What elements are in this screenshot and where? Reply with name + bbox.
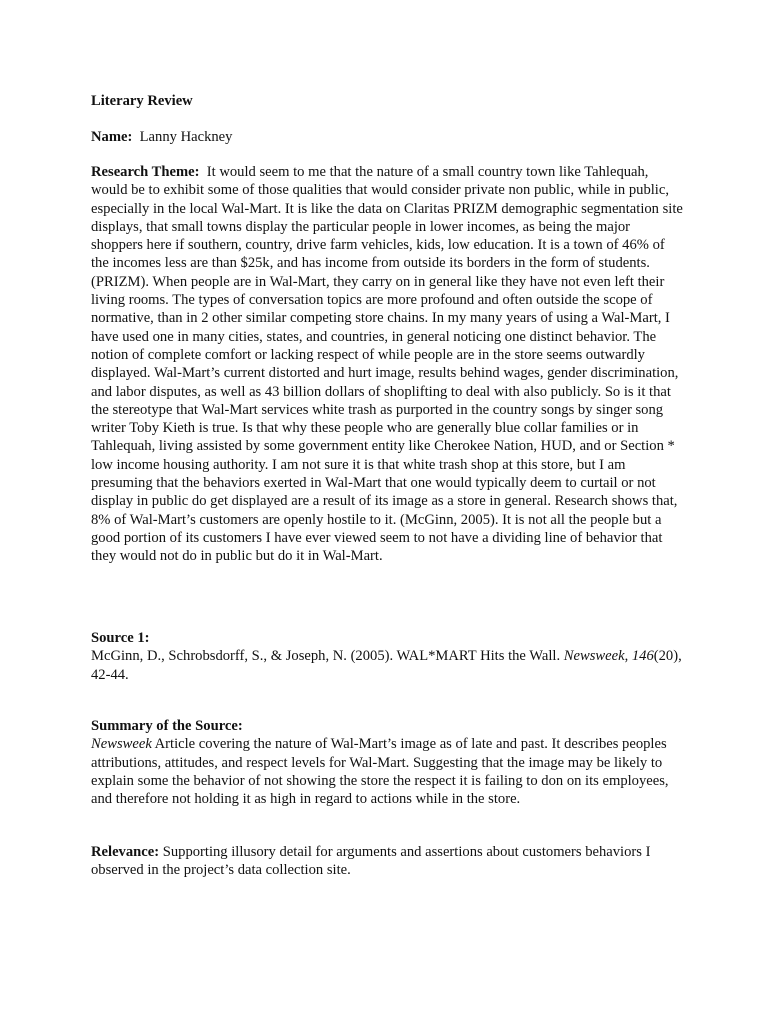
citation-volume: 146 [631,648,654,665]
author-name: Lanny Hackney [139,129,233,145]
source-1-citation [91,647,683,684]
summary-label: Summary of the Source: [91,718,243,734]
research-theme-label: Research Theme: [91,164,200,180]
citation-issue-pages: (20), 42-44. [91,648,682,683]
citation-authors-title: McGinn, D., Schrobsdorff, S., & Joseph, N. (2005). WAL*MART Hits the Wall. [91,648,564,665]
relevance-paragraph [91,843,683,880]
citation-separator: , [624,648,632,665]
summary-section [91,717,683,808]
citation-journal: Newsweek [563,648,625,665]
research-theme-paragraph [91,163,683,566]
source-1-label: Source 1: [91,630,150,646]
source-1-section [91,629,683,684]
relevance-text: Supporting illusory detail for arguments and assertions about customers behaviors I observed in the project’s data collection site. [91,844,651,879]
research-theme-text: It would seem to me that the nature of a small country town like Tahlequah, would be to exhibit some of those qualities that would consider private non public, while in public, especially in the local Wal-Mart. It is like the data on Claritas PRIZM demographic segmentation site displays, that small towns display the particular people in lower incomes, as being the major shoppers here if southern, country, drive farm vehicles, kids, low education. It is a town of 46% of the incomes less are than $25k, and has income from outside its borders in the form of students. (PRIZM). When people are in Wal-Mart, they carry on in general like they have not even left their living rooms. The types of conversation topics are more profound and often outside the scope of normative, than in 2 other similar competing store chains. In my many years of using a Wal-Mart, I have used one in many cities, states, and countries, in general noticing one distinct behavior. The notion of complete comfort or lacking respect of while people are in the store seems outwardly displayed. Wal-Mart’s current distorted and hurt image, results behind wages, gender discrimination, and labor disputes, as well as 43 billion dollars of shoplifting to deal with also publicly. So is it that the stereotype that Wal-Mart services white trash as purported in the country songs by singer song writer Toby Kieth is true. Is that why these people who are generally blue collar families or in Tahlequah, living assisted by some government entity like Cherokee Nation, HUD, and or Section * low income housing authority. I am not sure it is that white trash shop at this store, but I am presuming that the behaviors exerted in Wal-Mart that one would typically deem to curtail or not display in public do get displayed are a result of its image as a store in general. Research shows that, 8% of Wal-Mart’s customers are openly hostile to it. (McGinn, 2005). It is not all the people but a good portion of its customers I have ever viewed seem to not have a dividing line of behavior that they would not do in public but do it in Wal-Mart. [91,164,683,565]
author-line [91,128,683,146]
name-label: Name: [91,129,133,145]
summary-text: Article covering the nature of Wal-Mart’s image as of late and past. It describes peoples attributions, attitudes, and respect levels for Wal-Mart. Suggesting that the image may be likely to explain some the behavior of not showing the store the respect it is failing to don on its employees, and therefore not holding it as high in regard to actions while in the store. [91,736,669,808]
summary-text-block [91,735,683,808]
summary-journal: Newsweek [91,736,152,753]
relevance-label: Relevance: [91,844,160,860]
document-title: Literary Review [91,93,193,109]
